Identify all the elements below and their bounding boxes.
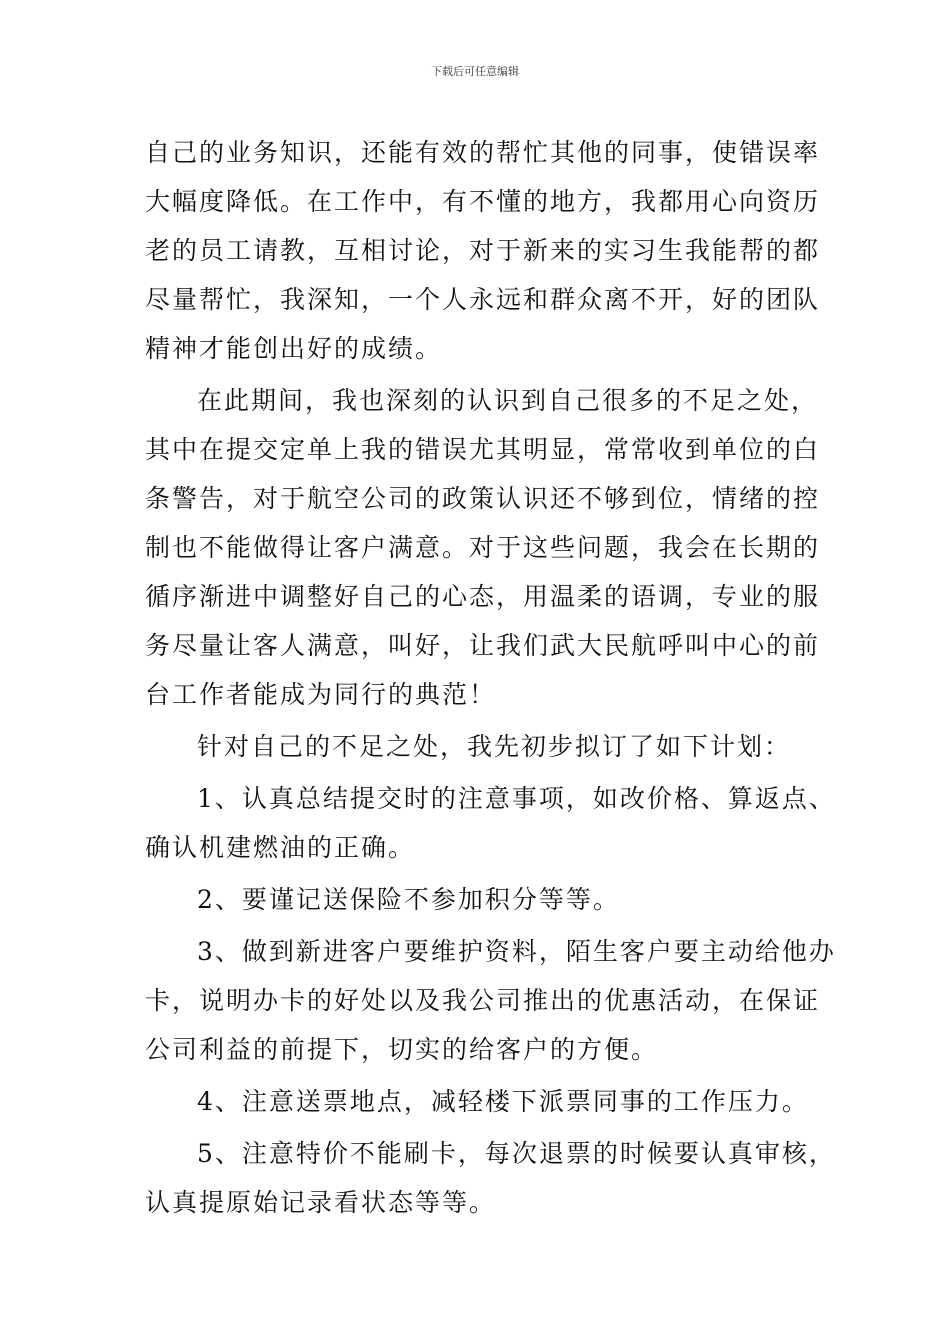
plan-item-5: [145, 1129, 836, 1227]
text-line: 4、注意送票地点，减轻楼下派票同事的工作压力。: [197, 1087, 809, 1116]
text-line: 自己的业务知识，还能有效的帮忙其他的同事，使错误率: [145, 138, 821, 167]
plan-item-3: [145, 927, 836, 1074]
text-line: 公司利益的前提下，切实的给客户的方便。: [145, 1035, 659, 1064]
text-line: 台工作者能成为同行的典范！: [145, 680, 497, 709]
plan-item-4: [145, 1077, 809, 1126]
document-body: [145, 128, 836, 1227]
text-line: 3、做到新进客户要维护资料，陌生客户要主动给他办: [197, 937, 836, 966]
page-header-note: 下载后可任意编辑: [431, 65, 519, 78]
text-line: 1、认真总结提交时的注意事项，如改价格、算返点、: [197, 784, 836, 813]
text-line: 精神才能创出好的成绩。: [145, 334, 443, 363]
text-line: 尽量帮忙，我深知，一个人永远和群众离不开，好的团队: [145, 285, 821, 314]
text-line: 认真提原始记录看状态等等。: [145, 1188, 497, 1217]
text-line: 在此期间，我也深刻的认识到自己很多的不足之处，: [197, 386, 819, 415]
paragraph-2: [145, 376, 821, 719]
text-line: 其中在提交定单上我的错误尤其明显，常常收到单位的白: [145, 435, 821, 464]
text-line: 循序渐进中调整好自己的心态，用温柔的语调，专业的服: [145, 582, 821, 611]
plan-item-1: [145, 774, 836, 872]
plan-item-2: [145, 875, 809, 924]
text-line: 确认机建燃油的正确。: [145, 833, 416, 862]
text-line: 大幅度降低。在工作中，有不懂的地方，我都用心向资历: [145, 187, 821, 216]
text-line: 2、要谨记送保险不参加积分等等。: [197, 885, 620, 914]
text-line: 针对自己的不足之处，我先初步拟订了如下计划：: [197, 732, 792, 761]
text-line: 卡，说明办卡的好处以及我公司推出的优惠活动，在保证: [145, 986, 821, 1015]
paragraph-3: [145, 722, 809, 771]
text-line: 5、注意特价不能刷卡，每次退票的时候要认真审核，: [197, 1139, 836, 1168]
text-line: 务尽量让客人满意，叫好，让我们武大民航呼叫中心的前: [145, 631, 821, 660]
text-line: 制也不能做得让客户满意。对于这些问题，我会在长期的: [145, 533, 821, 562]
text-line: 老的员工请教，互相讨论，对于新来的实习生我能帮的都: [145, 236, 821, 265]
paragraph-1: [145, 128, 821, 373]
text-line: 条警告，对于航空公司的政策认识还不够到位，情绪的控: [145, 484, 821, 513]
